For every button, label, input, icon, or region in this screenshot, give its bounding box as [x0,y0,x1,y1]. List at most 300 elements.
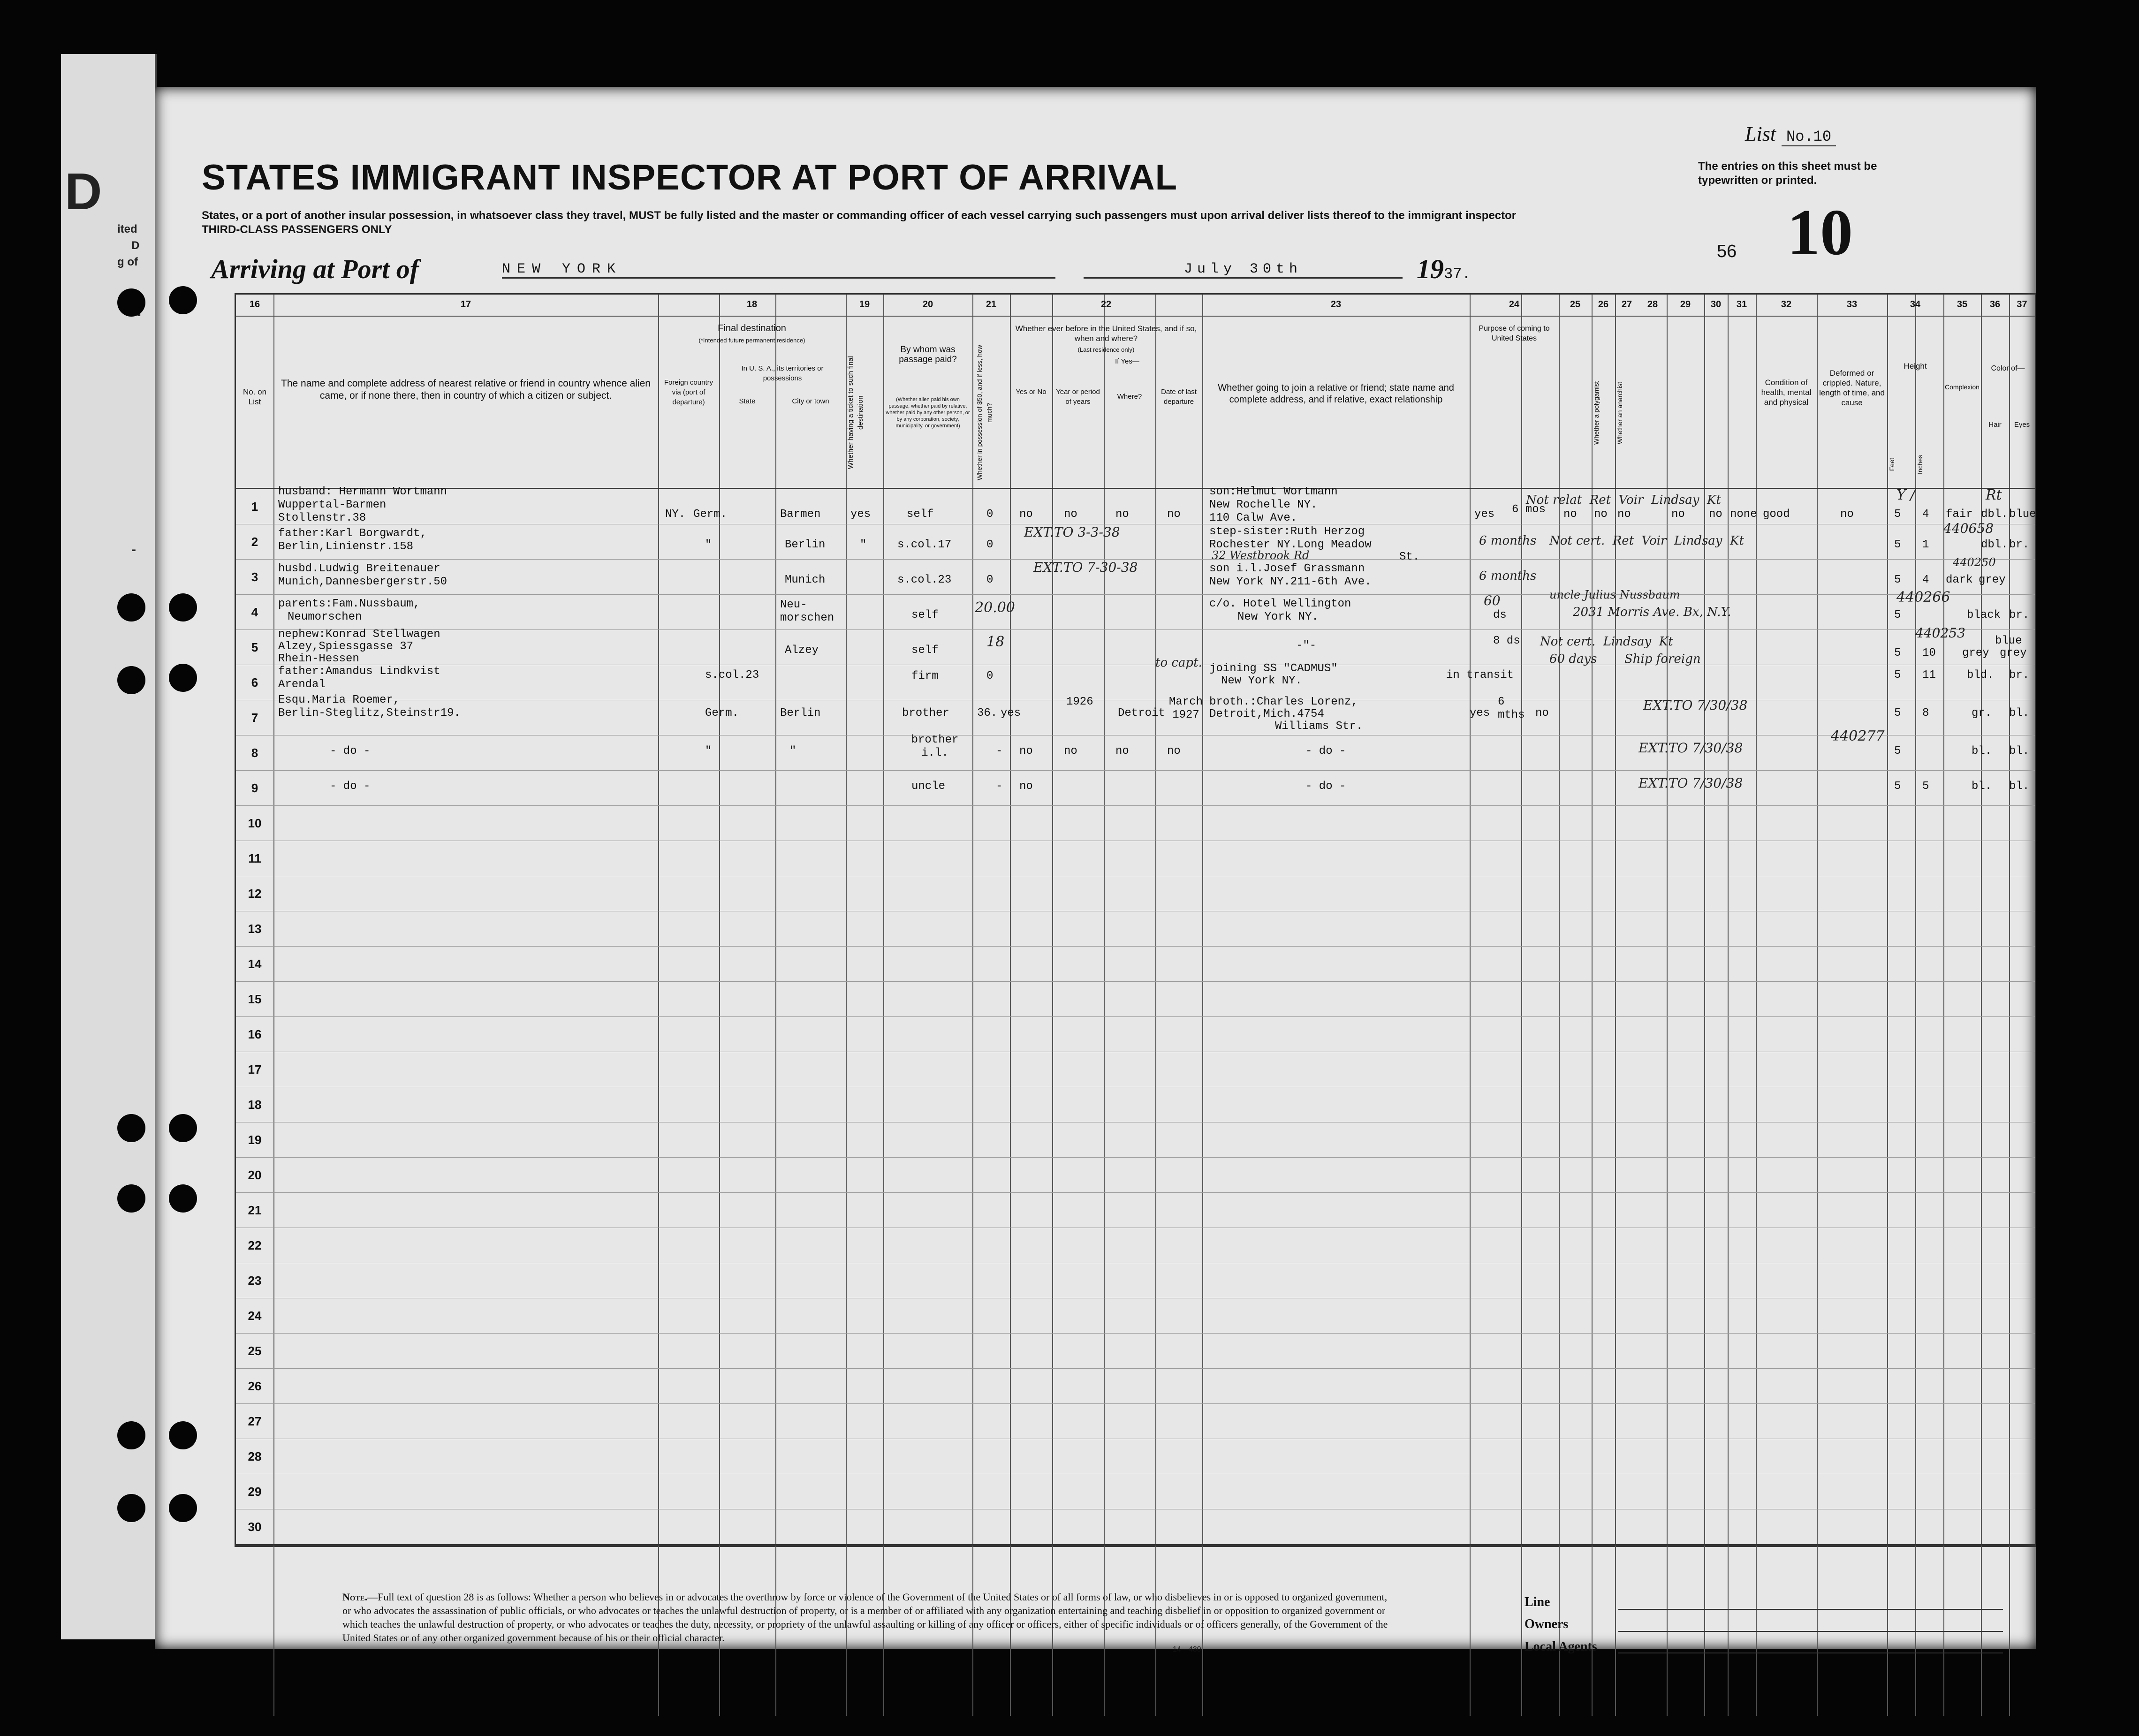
joining-line: son i.l.Josef Grassmann [1209,562,1365,575]
column-number: 33 [1846,299,1858,310]
handwritten-note: 440266 [1896,589,1950,606]
where-value: no [1115,745,1129,758]
row-number: 18 [248,1098,262,1112]
handwritten-note: 32 Westbrook Rd [1212,549,1310,562]
row-number: 15 [248,992,262,1006]
table-row [236,1439,2035,1474]
eyes-value: bl. [2009,707,2030,720]
header-eyes: Eyes [2014,421,2030,429]
city-value: Berlin [785,538,826,551]
eyes-top-value: blue [1995,635,2022,647]
binding-hole [169,593,197,622]
header-joining: Whether going to join a relative or friend; state name and complete address, and if relative, exact relationship [1218,383,1454,405]
row-number: 2 [251,535,258,549]
note-label: Note. [342,1591,368,1603]
table-row [236,1087,2035,1122]
feet-value: 5 [1894,508,1901,521]
column-number: 25 [1570,299,1581,310]
passage-value: brother [902,707,949,720]
column-number: 23 [1330,299,1342,310]
duration-value: ds [1493,609,1507,622]
inches-value: 8 [1922,707,1929,720]
table-row [236,728,2035,771]
handwritten-note: 2031 Morris Ave. Bx, N.Y. [1573,605,1731,619]
feet-value: 5 [1894,780,1901,793]
handwritten-note: uncle Julius Nussbaum [1549,588,1680,601]
handwritten-note: Rt [1986,487,2002,503]
header-relative: The name and complete address of nearest relative or friend in country whence alien came, or if none there, then in country of which a citizen or subject. [281,378,651,401]
entries-note: The entries on this sheet must be typewritten or printed. [1698,160,1877,187]
handwritten-note: Not cert. Lindsay Kt [1540,635,1673,649]
eyes-value: bl. [2009,745,2030,758]
duration-value: 8 ds [1493,635,1520,647]
manifest-table [235,293,2036,1547]
table-row [236,1122,2035,1158]
row-number: 27 [248,1414,262,1428]
relative-line: Alzey,Spiessgasse 37 [278,640,414,653]
hair-value: grey [1962,647,1989,660]
table-row [236,588,2035,630]
header-where: Where? [1117,393,1142,401]
column-number: 18 [746,299,758,310]
feet-value: 5 [1894,574,1901,586]
column-number: 29 [1680,299,1691,310]
binding-hole [117,1421,145,1449]
city-value: Barmen [780,508,821,521]
column-number: 24 [1509,299,1520,310]
relative-line: Wuppertal-Barmen [278,499,387,511]
duration-value: 6 mos [1512,503,1546,516]
col26-value: no [1563,508,1577,521]
relative-line: Berlin-Steglitz,Steinstr19. [278,707,461,720]
header-passage-note: (Whether alien paid his own passage, whether paid by relative, whether paid by any other person, or by any corporation, society, municipality, or government) [886,397,970,429]
header-purpose: Purpose of coming to United States [1479,325,1550,342]
header-before-us: Whether ever before in the United States, and if so, when and where? [1015,324,1197,343]
row-number: 30 [248,1520,262,1534]
joining-line: Rochester NY.Long Meadow [1209,538,1372,551]
money-value: 0 [986,508,994,521]
joining-line: -"- [1296,639,1317,652]
relative-line: Arendal [278,678,326,691]
table-row [236,1509,2035,1546]
duration-value: 6 mths [1498,696,1525,721]
header-in-usa: In U. S. A., its territories or possessions [741,364,824,382]
binding-hole [117,288,145,317]
relative-line: husbd.Ludwig Breitenauer [278,562,440,575]
relative-line: Neumorschen [288,611,362,623]
handwritten-note: 60 days [1549,652,1597,666]
date-departure-value: March 1927 [1168,696,1203,721]
handwritten-note: EXT.TO 7/30/38 [1643,697,1748,713]
row-number: 20 [248,1168,262,1182]
handwritten-note: 20.00 [975,599,1015,616]
row-number: 21 [248,1203,262,1217]
header-passage: By whom was passage paid? [899,345,957,364]
strip-fragment: - [131,542,136,557]
header-foreign-country: Foreign country via (port of departure) [664,379,713,406]
joining-line: New York NY. [1237,611,1319,623]
city-value: Alzey [785,644,819,657]
header-final-destination: Final destination [718,324,786,334]
column-number: 22 [1100,299,1112,310]
table-row [236,556,2035,595]
row-number: 28 [248,1449,262,1463]
manifest-sheet [155,87,2036,1654]
header-date-departure: Date of last departure [1161,388,1197,406]
binding-hole [117,1184,145,1213]
table-row [236,625,2035,665]
yesno-value: no [1019,745,1033,758]
purpose-value: yes [1474,508,1495,521]
row-number: 7 [251,711,258,725]
table-row [236,485,2036,524]
handwritten-note: 440253 [1915,625,1965,641]
table-row [236,1017,2035,1052]
handwritten-note: 440658 [1943,521,1994,536]
passage-value: self [907,508,934,521]
joining-line: - do - [1305,780,1346,793]
row-number: 16 [248,1027,262,1041]
column-number: 17 [460,299,471,310]
table-row [236,1474,2035,1509]
col27-value: no [1594,508,1608,521]
row-number: 22 [248,1238,262,1252]
row-number: 1 [251,500,258,514]
col31-value: none [1730,508,1757,521]
header-deformed: Deformed or crippled. Nature, length of time, and cause [1819,369,1885,407]
binding-hole [117,1114,145,1142]
table-row [236,1369,2035,1404]
strip-fragment: g of [117,256,138,268]
instructions-text [202,209,1750,237]
binding-hole [169,664,197,692]
handwritten-note: Not relat Ret Voir Lindsay Kt [1526,493,1721,507]
city-value: " [789,745,796,758]
relative-line: Rhein-Hessen [278,652,359,665]
column-number: 27 [1621,299,1632,310]
joining-line: Williams Str. [1275,720,1363,733]
column-number: 20 [922,299,933,310]
table-row [236,771,2035,806]
handwritten-note: EXT.TO 3-3-38 [1024,524,1120,540]
col29-value: no [1671,508,1685,521]
column-number: 36 [1989,299,2001,310]
handwritten-note: 6 months [1479,534,1537,548]
yesno-value: no [1019,780,1033,793]
years-value: no [1064,508,1077,521]
binding-hole [169,1421,197,1449]
passage-value: self [911,609,939,622]
handwritten-note: EXT.TO 7/30/38 [1638,775,1743,791]
line-field [1618,1609,2003,1610]
relative-line: - do - [330,780,371,793]
page-title: STATES IMMIGRANT INSPECTOR AT PORT OF ARRIVAL [202,158,1178,197]
where-value: Detroit [1118,707,1165,720]
purpose-value: yes [1470,707,1490,720]
column-number: 19 [859,299,870,310]
list-number [1745,122,1836,146]
joining-line: c/o. Hotel Wellington [1209,598,1351,610]
list-label: List [1745,122,1776,145]
year-prefix: 19 [1417,254,1444,284]
column-numbers-row [236,295,2035,317]
header-feet: Feet [1888,458,1896,471]
feet-value: 5 [1894,538,1901,551]
table-row [236,1158,2035,1193]
money-value: 0 [986,538,994,551]
header-no-on-list: No. on List [243,387,267,406]
row-number: 19 [248,1133,262,1147]
row-number: 8 [251,746,258,760]
hair-value: bl. [1972,780,1992,793]
header-money: Whether in possession of $50, and if less, how much? [976,345,993,481]
money-value: - [996,780,1003,793]
row-number: 6 [251,675,258,690]
table-row [236,911,2035,947]
joining-line: 110 Calw Ave. [1209,512,1297,524]
handwritten-note: Not cert. Ret Voir Lindsay Kt [1549,534,1744,548]
row-number: 25 [248,1344,262,1358]
row-number: 29 [248,1485,262,1499]
ticket-value: " [860,538,867,551]
column-number: 16 [249,299,260,310]
hair-value: bld. [1967,669,1994,682]
yesno-value: no [1019,508,1033,521]
manifest-rows [236,485,2036,1546]
inches-value: 10 [1922,647,1936,660]
deformed-value: no [1840,508,1854,521]
table-row [236,1263,2035,1298]
handwritten-note: 6 months [1479,569,1537,583]
passage-value: s.col.23 [897,574,952,586]
binding-hole [117,593,145,622]
agents-label: Local Agents [1525,1639,1597,1654]
purpose-value: in transit [1446,669,1514,682]
header-color-of: Color of— [1991,364,2025,372]
header-ticket: Whether having a ticket to such final destination [847,356,865,470]
column-header-row [236,317,2035,489]
line-label: Line [1525,1595,1550,1609]
relative-line: Berlin,Linienstr.158 [278,540,414,553]
eyes-value: bl. [2009,780,2030,793]
column-number: 32 [1781,299,1792,310]
hair-value: dbl. [1981,538,2008,551]
col28-value: no [1617,508,1631,521]
table-row [236,694,2035,735]
joining-line: joining SS "CADMUS" [1209,662,1338,675]
column-number: 21 [986,299,997,310]
relative-line: father:Karl Borgwardt, [278,527,427,540]
joining-line: Detroit,Mich.4754 [1209,708,1324,720]
previous-page-strip [61,54,157,1639]
state-value: Germ. [705,707,739,720]
table-row [236,1228,2035,1263]
years-value: no [1064,745,1077,758]
relative-line: Esqu.Maria Roemer, [278,694,400,706]
ticket-value: yes [850,508,871,521]
column-number: 35 [1957,299,1968,310]
note-text: —Full text of question 28 is as follows: Whether a person who believes in or advocates the overthrow by force or violence of the Government of the United States or of all forms of law, or who disbelieves in or is opposed to organized government, or who advocates the assassination of public officials, or who advocates or teaches the unlawful destruction of property, or is a member of or affiliated with any organization entertaining and teaching disbelief in or opposition to organized government or which teaches the unlawful destruction of property, or who advocates or teaches the duty, necessity, or propriety of the unlawful assaulting or killing of any officer or officers, either of specific individuals or of officers generally, of the Government of the United States or of any other organized government because of his or their official character. [342,1591,1388,1644]
relative-line: Stollenstr.38 [278,512,366,524]
header-health: Condition of health, mental and physical [1761,378,1812,407]
feet-value: 5 [1894,669,1901,682]
date-departure-value: no [1167,745,1181,758]
hair-value: black [1967,609,2001,622]
hair-value: gr. [1972,707,1992,720]
strip-fragment: D [65,163,102,220]
owners-field [1618,1631,2003,1632]
eyes-value: br. [2009,538,2030,551]
handwritten-note: EXT.TO 7/30/38 [1638,740,1743,756]
passenger-class: THIRD-CLASS PASSENGERS ONLY [202,223,392,236]
header-anarchist: Whether an anarchist [1616,381,1623,444]
binding-hole [117,666,145,694]
hair-value: bl. [1972,745,1992,758]
table-row [236,982,2035,1017]
hair-value: dbl. [1981,508,2008,521]
eyes-value: br. [2009,609,2030,622]
binding-hole [169,1114,197,1142]
state-value: " [705,745,712,758]
column-number: 37 [2017,299,2027,310]
city-value: Berlin [780,707,821,720]
owners-label: Owners [1525,1617,1569,1631]
column-number: 30 [1710,299,1722,310]
header-state: State [739,397,756,405]
handwritten-note: 440250 [1953,556,1996,569]
relative-line: - do - [330,745,371,758]
yesno-value: yes [1001,707,1021,720]
arriving-label: Arriving at Port of [211,254,419,284]
hair-value: dark [1946,574,1973,586]
health-value: good [1763,508,1790,521]
handwritten-note: 440277 [1831,728,1885,744]
relative-line: husband: Hermann Wortmann [278,485,448,498]
inches-value: 4 [1922,574,1929,586]
inches-value: 1 [1922,538,1929,551]
header-complexion: Complexion [1945,383,1980,391]
row-number: 5 [251,640,258,654]
joining-line: son:Helmut Wortmann [1209,485,1338,498]
header-year-period: Year or period of years [1056,388,1100,406]
state-value: s.col.23 [705,669,759,682]
table-row [236,947,2035,982]
eyes-value: blue [2009,508,2036,521]
inches-value: 11 [1922,669,1936,682]
city-value: Neu- morschen [780,599,834,624]
table-row [236,1052,2035,1087]
passage-value: firm [911,670,939,682]
sheet-number: 56 [1717,242,1737,261]
inches-value: 5 [1922,780,1929,793]
money-value: - [996,745,1003,758]
handwritten-note: Y / [1896,487,1915,503]
handwritten-note: Ship foreign [1624,652,1701,666]
column-number: 31 [1736,299,1747,310]
row-number: 14 [248,957,262,971]
strip-fragment: ited [117,223,137,235]
relative-line: parents:Fam.Nussbaum, [278,598,420,610]
row-number: 10 [248,816,262,830]
handwritten-note: to capt. [1155,656,1202,670]
eyes-value: grey [1979,574,2006,586]
where-value: no [1115,508,1129,521]
table-row [236,1334,2035,1369]
header-inches: Inches [1916,455,1924,474]
passage-value: self [911,644,939,657]
row-number: 4 [251,605,258,619]
relative-line: Munich,Dannesbergerstr.50 [278,576,448,588]
joining-line: St. [1399,551,1420,563]
arrival-port: NEW YORK [502,261,1055,279]
header-city: City or town [792,397,829,405]
joining-line: step-sister:Ruth Herzog [1209,525,1365,538]
passage-value: brother i.l. [911,734,959,759]
feet-value: 5 [1894,647,1901,660]
row-number: 23 [248,1274,262,1288]
col26-value: no [1535,707,1549,720]
money-value: 0 [986,670,994,682]
table-row [236,876,2035,911]
joining-line: New York NY. [1221,675,1302,687]
binding-hole [169,1184,197,1213]
date-departure-value: no [1167,508,1181,521]
row-number: 17 [248,1062,262,1076]
header-hair: Hair [1988,421,2002,429]
eyes-value: grey [2000,647,2027,660]
eyes-value: br. [2009,669,2030,682]
handwritten-note: 60 [1484,593,1501,608]
header-height: Height [1904,362,1927,371]
complexion-value: fair [1946,508,1973,521]
list-value: No.10 [1782,128,1836,146]
table-row [236,1193,2035,1228]
handwritten-note: EXT.TO 7-30-38 [1033,560,1138,575]
row-number: 11 [248,851,261,865]
row-number: 3 [251,570,258,584]
years-value: 1926 [1066,696,1093,708]
footer-note [342,1590,1398,1645]
arrival-date: July 30th [1084,261,1403,279]
joining-line: New York NY.211-6th Ave. [1209,576,1372,588]
column-number: 26 [1598,299,1609,310]
state-value: Germ. [693,508,728,521]
feet-value: 5 [1894,609,1901,622]
money-value: 36. [977,707,998,720]
joining-line: New Rochelle NY. [1209,499,1318,511]
table-row [236,806,2035,841]
joining-line: - do - [1305,745,1346,758]
city-value: Munich [785,574,826,586]
table-row [236,1404,2035,1439]
instructions-line: States, or a port of another insular possession, in whatsoever class they travel, MUST be fully listed and the master or commanding officer of each vessel carrying such passengers must upon arrival deliver lists thereof to the immigrant inspector [202,209,1517,222]
header-polygamist: Whether a polygamist [1593,381,1600,445]
year-suffix: 37. [1444,265,1471,283]
row-number: 13 [248,922,262,936]
feet-value: 5 [1894,707,1901,720]
passage-value: uncle [911,780,946,793]
strip-fragment: D [131,239,140,252]
state-value: " [705,538,712,551]
column-number: 34 [1910,299,1921,310]
col30-value: no [1709,508,1722,521]
header-final-destination-note: (*Intended future permanent residence) [698,337,805,344]
binding-hole [117,1494,145,1522]
relative-line: father:Amandus Lindkvist [278,665,440,678]
header-yes-no: Yes or No [1016,388,1047,396]
arrival-year [1417,253,1471,285]
money-value: 0 [986,574,994,586]
